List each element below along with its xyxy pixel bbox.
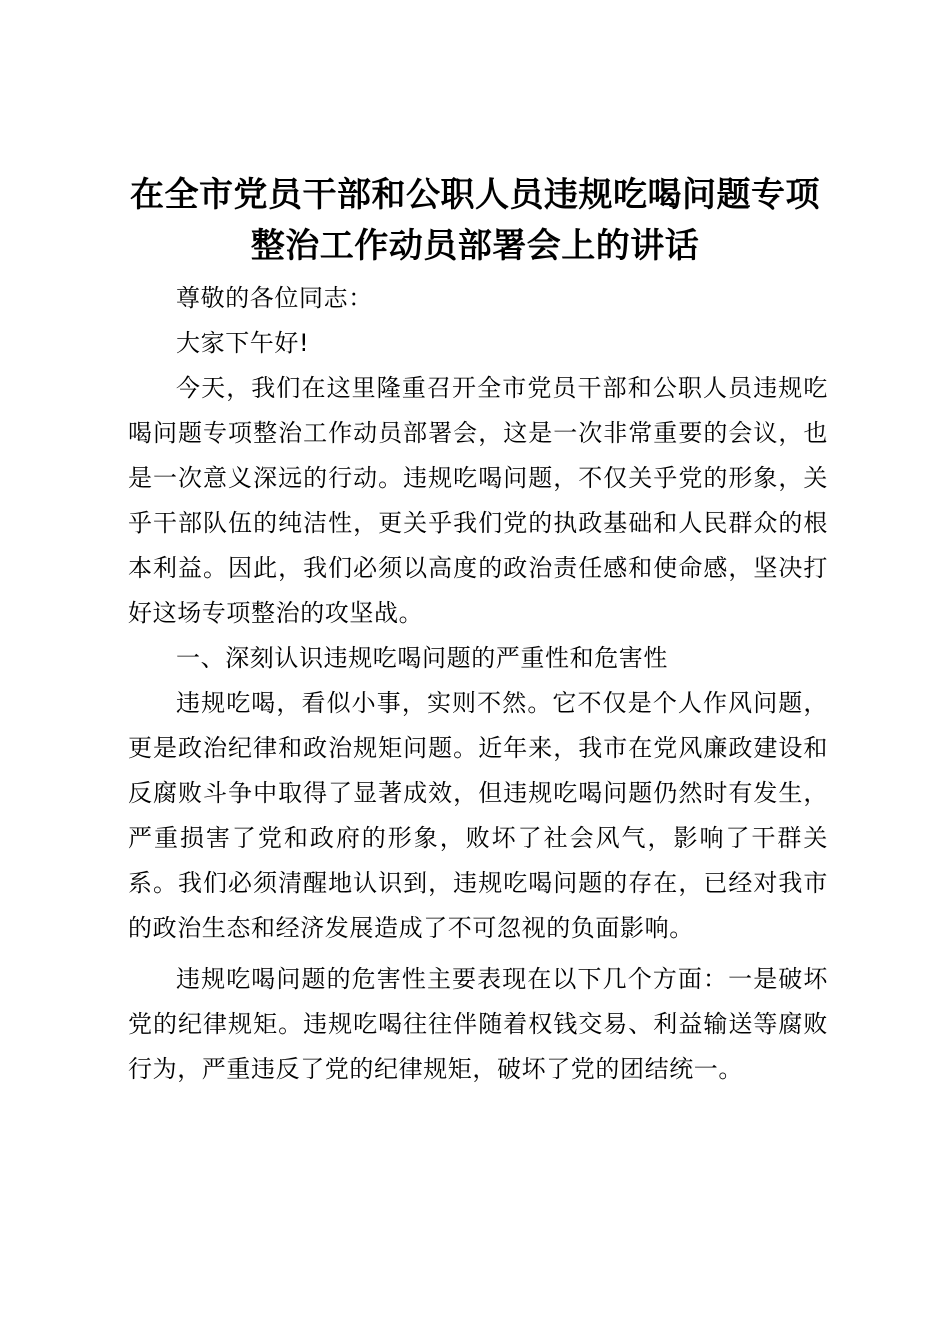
paragraph-harms: 违规吃喝问题的危害性主要表现在以下几个方面：一是破坏党的纪律规矩。违规吃喝往往伴随着权钱交易、利益输送等腐败行为，严重违反了党的纪律规矩，破坏了党的团结统一。	[128, 965, 828, 1083]
greeting: 大家下午好!	[176, 329, 310, 357]
title-line-2: 整治工作动员部署会上的讲话	[250, 226, 700, 266]
document-title	[100, 170, 850, 272]
title-line-1: 在全市党员干部和公职人员违规吃喝问题专项	[130, 175, 820, 215]
salutation: 尊敬的各位同志：	[176, 284, 373, 312]
section-heading-1: 一、深刻认识违规吃喝问题的严重性和危害性	[176, 644, 668, 672]
paragraph-seriousness: 违规吃喝，看似小事，实则不然。它不仅是个人作风问题，更是政治纪律和政治规矩问题。近年来，我市在党风廉政建设和反腐败斗争中取得了显著成效，但违规吃喝问题仍然时有发生，严重损害了党和政府的形象，败坏了社会风气，影响了干群关系。我们必须清醒地认识到，违规吃喝问题的存在，已经对我市的政治生态和经济发展造成了不可忽视的负面影响。	[128, 689, 828, 942]
paragraph-opening: 今天，我们在这里隆重召开全市党员干部和公职人员违规吃喝问题专项整治工作动员部署会，这是一次非常重要的会议，也是一次意义深远的行动。违规吃喝问题，不仅关乎党的形象，关乎干部队伍的纯洁性，更关乎我们党的执政基础和人民群众的根本利益。因此，我们必须以高度的政治责任感和使命感，坚决打好这场专项整治的攻坚战。	[128, 374, 828, 627]
document-body	[128, 276, 828, 1092]
